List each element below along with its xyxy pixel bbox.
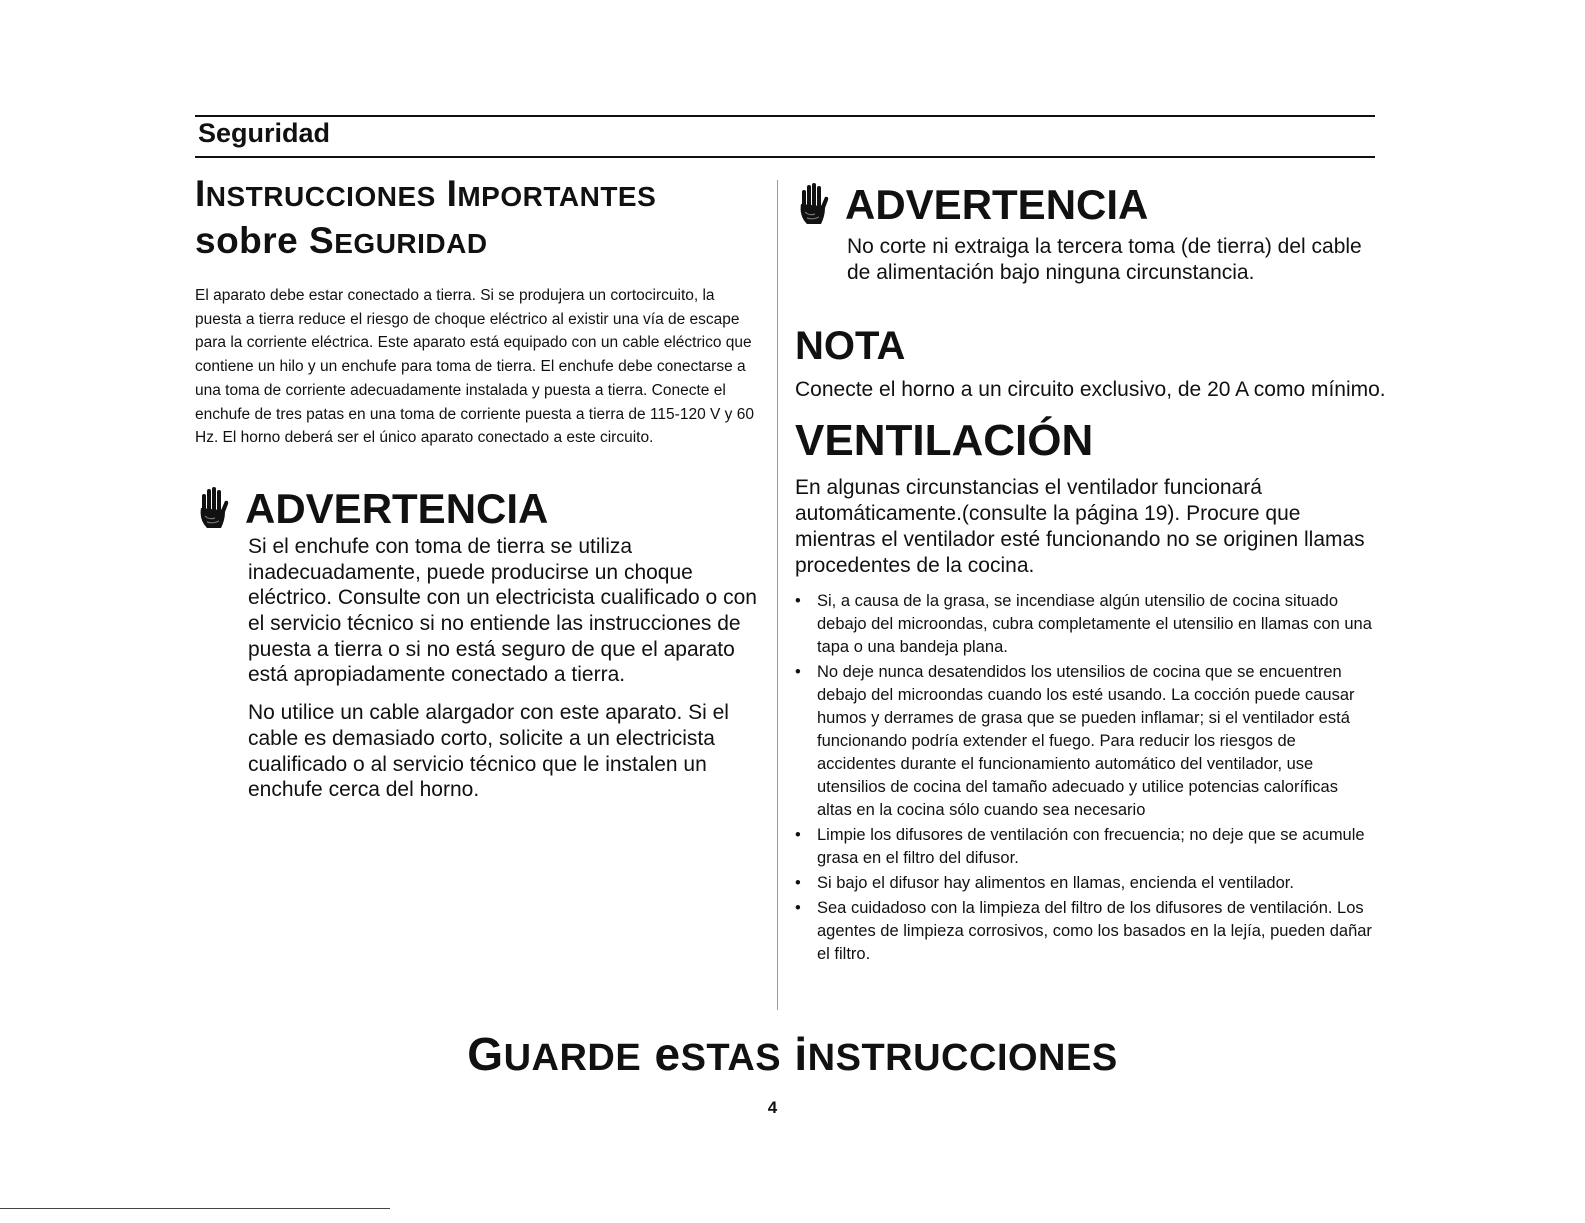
warning-header <box>795 180 1375 230</box>
bullet-text: Si bajo el difusor hay alimentos en llamas, encienda el ventilador. <box>817 874 1294 893</box>
title-initial: S <box>309 220 335 261</box>
list-item <box>795 661 1375 822</box>
warning-paragraph: No utilice un cable alargador con este aparato. Si el cable es demasiado corto, solicite a un electricista cualificado o al servicio técnico que le instalen un enchufe cerca del horno. <box>248 701 729 802</box>
left-warning-block <box>195 484 765 803</box>
bullet-mark: • <box>795 899 801 918</box>
nota-text: Conecte el horno a un circuito exclusivo, de 20 A como mínimo. <box>795 378 1386 402</box>
left-title-line1 <box>195 172 765 219</box>
warning-title: ADVERTENCIA <box>245 484 549 532</box>
bullet-text: Sea cuidadoso con la limpieza del filtro de los difusores de ventilación. Los agentes de limpieza corrosivos, como los basados en la lejía, pueden dañar el filtro. <box>817 899 1372 964</box>
ventilacion-heading: VENTILACIÓN <box>795 416 1094 466</box>
list-item <box>795 872 1375 895</box>
list-item <box>795 897 1375 966</box>
right-warning-block <box>795 180 1375 285</box>
bullet-mark: • <box>795 663 801 682</box>
title-word: NSTRUCCIONES <box>205 181 436 212</box>
ventilacion-bullet-list <box>795 590 1375 966</box>
bullet-mark: • <box>795 826 801 845</box>
list-item <box>795 824 1375 870</box>
title-word: MPORTANTES <box>457 181 657 212</box>
bullet-text: Si, a causa de la grasa, se incendiase algún utensilio de cocina situado debajo del microondas, cubra completamente el utensilio en llamas con una tapa o una bandeja plana. <box>817 592 1372 657</box>
warning-hand-icon <box>795 182 831 228</box>
left-column <box>195 172 765 803</box>
bullet-text: No deje nunca desatendidos los utensilios de cocina que se encuentren debajo del microondas cuando los esté usando. La cocción puede causar humos y derrames de grasa que se pueden inflamar; si el ventilador está funcionando podría extender el fuego. Para reducir los riesgos de accidentes durante el funcionamiento automático del ventilador, use utensilios de cocina del tamaño adecuado y utilice potencias caloríficas altas en la cocina sólo cuando sea necesario <box>817 663 1355 820</box>
title-word: UARDE <box>503 1037 642 1079</box>
title-initial: i <box>794 1028 808 1080</box>
title-word: NSTRUCCIONES <box>807 1037 1118 1079</box>
bullet-mark: • <box>795 874 801 893</box>
list-item <box>795 590 1375 659</box>
title-word: EGURIDAD <box>334 228 488 259</box>
header-bottom-rule <box>195 156 1375 158</box>
page-number: 4 <box>767 1098 778 1117</box>
title-initial: I <box>195 173 206 214</box>
bottom-rule <box>0 1208 390 1209</box>
title-word: STAS <box>680 1037 782 1079</box>
title-initial: I <box>446 173 458 214</box>
column-divider <box>777 180 778 1010</box>
left-title-line2 <box>195 219 765 266</box>
warning-paragraph: Si el enchufe con toma de tierra se utiliza inadecuadamente, puede producirse un choque eléctrico. Consulte con un electricista cualificado o con el servicio técnico si no entiende las instrucciones de puesta a tierra o si no está seguro de que el aparato está apropiadamente conectado a tierra. <box>248 534 757 687</box>
warning-header <box>195 484 765 534</box>
bullet-mark: • <box>795 592 801 611</box>
warning-paragraph: No corte ni extraiga la tercera toma (de tierra) del cable de alimentación bajo ninguna circunstancia. <box>847 235 1362 284</box>
title-initial: G <box>467 1028 504 1080</box>
bullet-text: Limpie los difusores de ventilación con frecuencia; no deje que se acumule grasa en el filtro del difusor. <box>817 826 1365 868</box>
warning-title: ADVERTENCIA <box>845 181 1149 228</box>
section-title: Seguridad <box>198 118 331 148</box>
right-column <box>795 180 1386 968</box>
header-top-rule <box>195 115 1375 117</box>
footer-title <box>0 1028 1585 1084</box>
nota-heading: NOTA <box>795 324 906 369</box>
title-initial: e <box>654 1028 681 1080</box>
ventilacion-intro: En algunas circunstancias el ventilador funcionará automáticamente.(consulte la página 19). Procure que mientras el ventilador esté funcionando no se originen llamas procedentes de la cocina. <box>795 476 1365 577</box>
title-word: sobre <box>195 220 299 261</box>
warning-hand-icon <box>195 486 231 532</box>
grounding-intro-text: El aparato debe estar conectado a tierra. Si se produjera un cortocircuito, la puesta a tierra reduce el riesgo de choque eléctrico al existir una vía de escape para la corriente eléctrica. Este aparato está equipado con un cable eléctrico que contiene un hilo y un enchufe para toma de tierra. El enchufe debe conectarse a una toma de corriente adecuadamente instalada y puesta a tierra. Conecte el enchufe de tres patas en una toma de corriente puesta a tierra de 115-120 V y 60 Hz. El horno deberá ser el único aparato conectado a este circuito. <box>195 287 754 447</box>
